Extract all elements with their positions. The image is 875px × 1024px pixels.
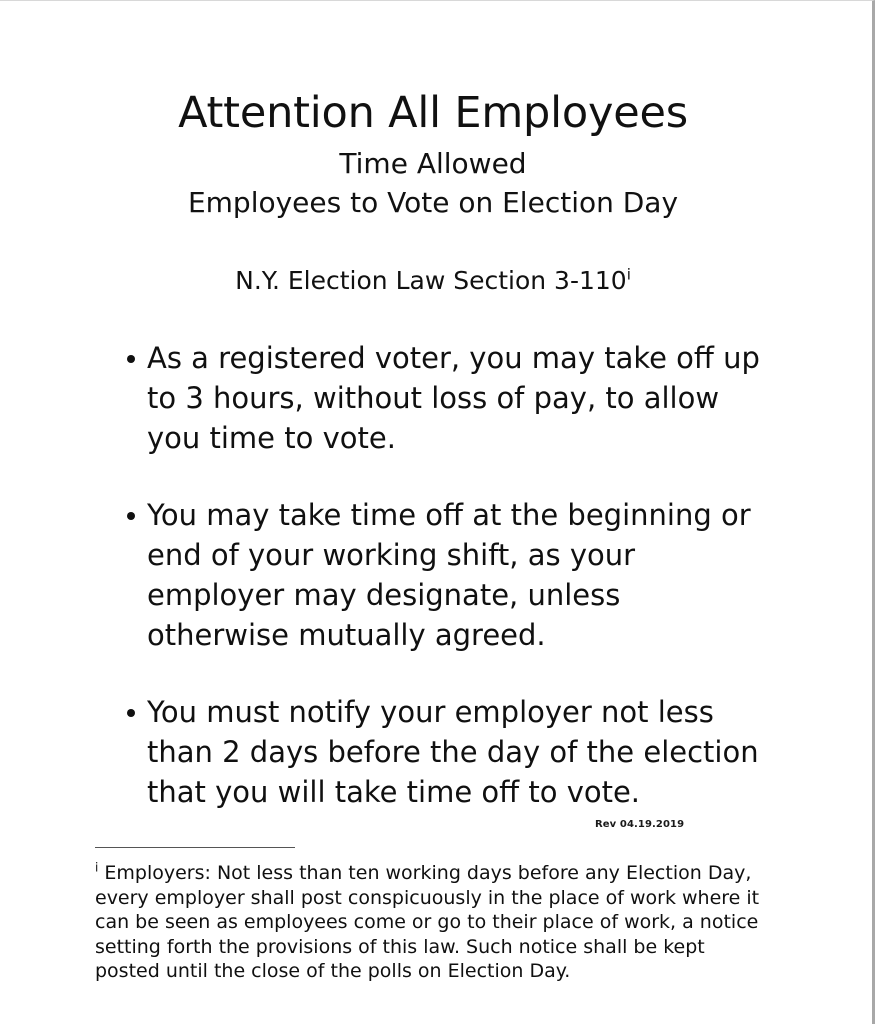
document-header [0, 1, 866, 222]
list-item-text: You must notify your employer not less than 2 days before the day of the election that you will take time off to vote. [147, 695, 759, 809]
page-title: Attention All Employees [178, 88, 688, 138]
list-item-text: As a registered voter, you may take off up to 3 hours, without loss of pay, to allow you time to vote. [147, 341, 760, 455]
footnote-marker: i [95, 860, 99, 875]
footnote-text: Employers: Not less than ten working days before any Election Day, every employer shall post conspicuously in the place of work where it can be seen as employees come or go to their place of work, a notice setting forth the provisions of this law. Such notice shall be kept posted until the close of the polls on Election Day. [95, 862, 760, 982]
bullet-dot-icon [127, 709, 135, 717]
law-citation-text: N.Y. Election Law Section 3-110 [235, 266, 627, 295]
subtitle-employees-to-vote: Employees to Vote on Election Day [187, 186, 679, 219]
bullet-dot-icon [127, 355, 135, 363]
footnote-separator [95, 847, 295, 848]
document-content [0, 1, 866, 1024]
revision-stamp: Rev 04.19.2019 [595, 819, 685, 830]
list-item-text: You may take time off at the beginning or end of your working shift, as your employer may designate, unless otherwise mutually agreed. [147, 498, 751, 652]
footnote-section [95, 847, 767, 984]
footnote-body [95, 861, 767, 984]
list-item [127, 338, 770, 458]
subtitle-time-allowed: Time Allowed [339, 147, 527, 180]
footnote-reference-marker: i [626, 265, 631, 284]
bullet-dot-icon [127, 512, 135, 520]
provisions-list [0, 338, 866, 812]
law-citation [0, 266, 866, 296]
list-item [127, 692, 770, 812]
list-item [127, 495, 770, 655]
